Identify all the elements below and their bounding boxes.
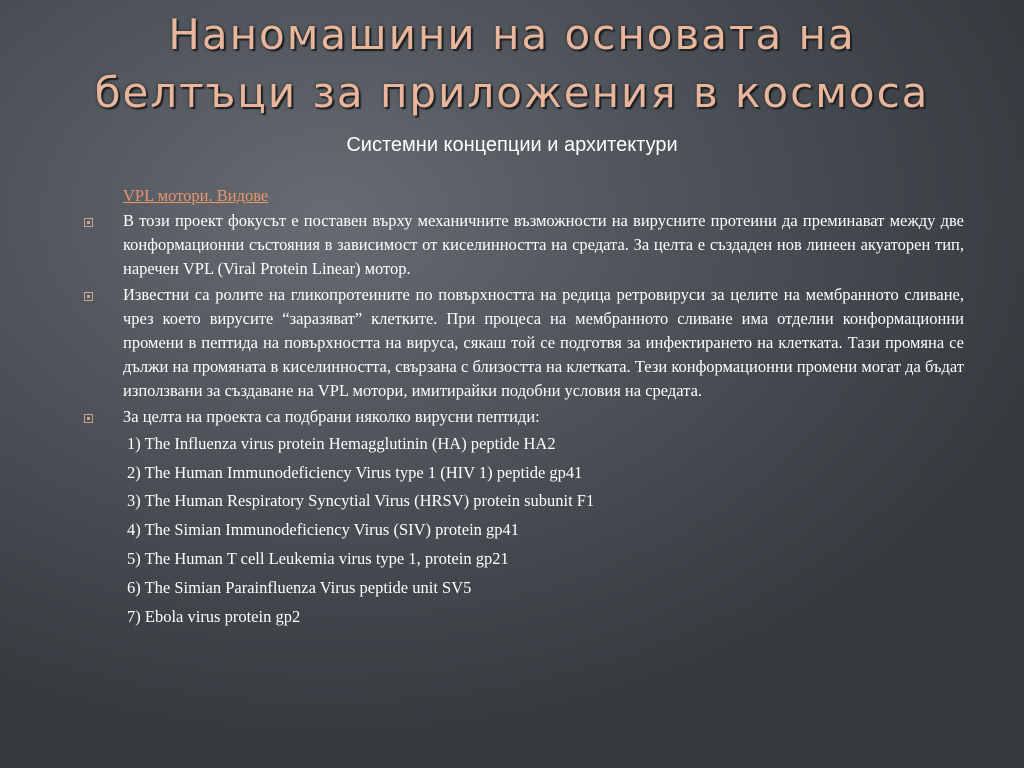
list-item: 3) The Human Respiratory Syncytial Virus (HRSV) protein subunit F1: [127, 491, 595, 511]
list-item: 7) Ebola virus protein gp2: [127, 606, 301, 626]
list-item: 2) The Human Immunodeficiency Virus type 1 (HIV 1) peptide gp41: [127, 462, 583, 482]
square-bullet-icon: [84, 218, 93, 227]
title-line-2: белтъци за приложения в космоса: [94, 68, 930, 117]
list-item: 6) The Simian Parainfluenza Virus peptide unit SV5: [127, 577, 472, 597]
square-bullet-icon: [84, 414, 93, 423]
list-item: 4) The Simian Immunodeficiency Virus (SIV) protein gp41: [127, 520, 520, 540]
section-link[interactable]: VPL мотори. Видове: [123, 186, 269, 205]
bullet-text: В този проект фокусът е поставен върху механичните възможности на вирусните протеини да преминават между две конформационни състояния в зависимост от киселинността на средата. За целта е създаден нов линеен акуаторен тип, наречен VPL (Viral Protein Linear) мотор.: [123, 211, 964, 279]
slide-title: [0, 6, 1024, 122]
list-item: 5) The Human T cell Leukemia virus type 1, protein gp21: [127, 549, 509, 569]
bullet-item-1: [84, 209, 964, 282]
slide-content: [84, 184, 964, 631]
list-item: 1) The Influenza virus protein Hemagglutinin (HA) peptide HA2: [127, 433, 556, 453]
bullet-item-3: [84, 405, 964, 429]
bullet-item-2: [84, 283, 964, 404]
title-line-1: Наномашини на основата на: [168, 10, 856, 59]
bullet-text: Известни са ролите на гликопротеините по повърхността на редица ретровируси за целите на мембранното сливане, чрез което вирусите “заразяват” клетките. При процеса на мембранното сливане има отделни конформационни промени в пептида на повърхността на вируса, сякаш той се подготвя за инфектирането на клетката. Тази промяна се дължи на промяната в киселинността, свързана с близостта на клетката. Тези конформационни промени могат да бъдат използвани за създаване на VPL мотори, имитирайки подобни условия на средата.: [123, 284, 964, 401]
bullet-text: За целта на проекта са подбрани няколко вирусни пептиди:: [123, 406, 540, 426]
square-bullet-icon: [84, 292, 93, 301]
peptide-list: [84, 430, 964, 632]
slide-subtitle: Системни концепции и архитектури: [346, 134, 678, 156]
